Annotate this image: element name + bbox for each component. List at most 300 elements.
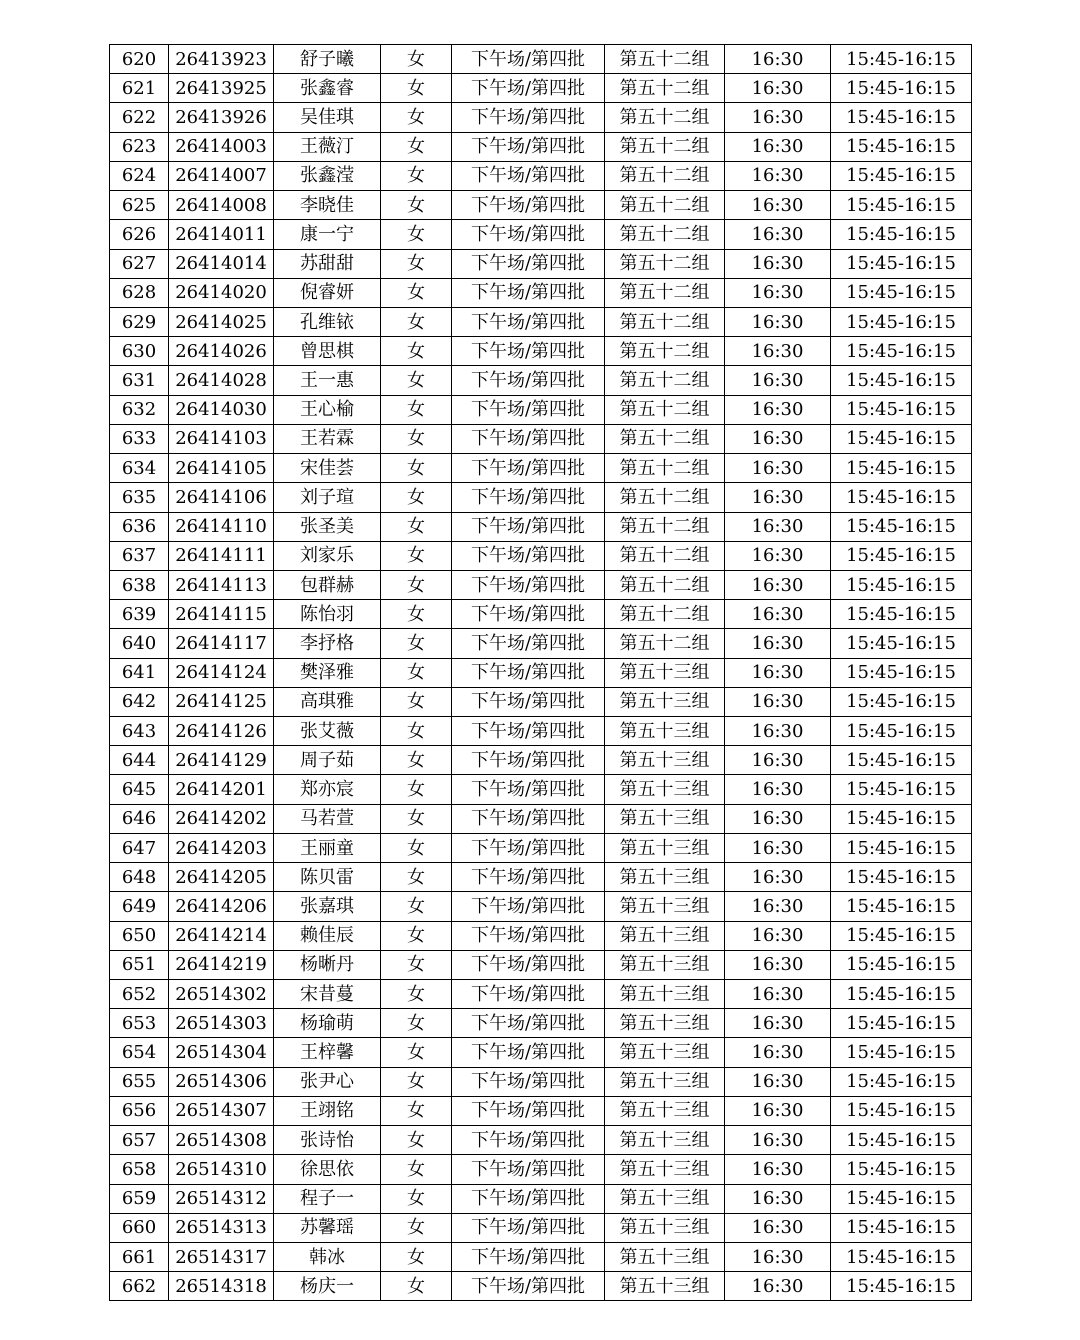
cell-session: 下午场/第四批	[452, 45, 605, 74]
cell-index: 627	[110, 249, 169, 278]
cell-wait-time: 15:45-16:15	[831, 541, 972, 570]
cell-session: 下午场/第四批	[452, 74, 605, 103]
cell-time: 16:30	[725, 775, 831, 804]
cell-gender: 女	[381, 1009, 452, 1038]
cell-gender: 女	[381, 629, 452, 658]
cell-gender: 女	[381, 220, 452, 249]
cell-exam-id: 26414126	[169, 717, 274, 746]
cell-name: 樊泽雅	[274, 658, 381, 687]
cell-exam-id: 26514303	[169, 1009, 274, 1038]
cell-time: 16:30	[725, 833, 831, 862]
cell-group: 第五十二组	[605, 600, 725, 629]
cell-time: 16:30	[725, 1096, 831, 1125]
cell-time: 16:30	[725, 161, 831, 190]
cell-group: 第五十三组	[605, 804, 725, 833]
cell-time: 16:30	[725, 1009, 831, 1038]
cell-session: 下午场/第四批	[452, 570, 605, 599]
cell-time: 16:30	[725, 74, 831, 103]
cell-group: 第五十二组	[605, 249, 725, 278]
cell-name: 陈贝雷	[274, 863, 381, 892]
cell-group: 第五十二组	[605, 132, 725, 161]
cell-session: 下午场/第四批	[452, 804, 605, 833]
cell-name: 张鑫滢	[274, 161, 381, 190]
cell-session: 下午场/第四批	[452, 1184, 605, 1213]
table-body	[110, 45, 972, 1301]
cell-group: 第五十三组	[605, 717, 725, 746]
cell-index: 657	[110, 1126, 169, 1155]
cell-session: 下午场/第四批	[452, 249, 605, 278]
cell-name: 孔维铱	[274, 307, 381, 336]
cell-time: 16:30	[725, 1184, 831, 1213]
cell-session: 下午场/第四批	[452, 424, 605, 453]
cell-session: 下午场/第四批	[452, 687, 605, 716]
cell-exam-id: 26414205	[169, 863, 274, 892]
cell-group: 第五十三组	[605, 950, 725, 979]
cell-name: 王丽童	[274, 833, 381, 862]
cell-exam-id: 26514307	[169, 1096, 274, 1125]
cell-gender: 女	[381, 980, 452, 1009]
cell-index: 650	[110, 921, 169, 950]
cell-session: 下午场/第四批	[452, 1213, 605, 1242]
cell-exam-id: 26414014	[169, 249, 274, 278]
cell-exam-id: 26414007	[169, 161, 274, 190]
cell-index: 661	[110, 1242, 169, 1271]
cell-group: 第五十二组	[605, 45, 725, 74]
cell-exam-id: 26414129	[169, 746, 274, 775]
cell-wait-time: 15:45-16:15	[831, 570, 972, 599]
cell-group: 第五十三组	[605, 1184, 725, 1213]
cell-time: 16:30	[725, 687, 831, 716]
cell-exam-id: 26414115	[169, 600, 274, 629]
cell-exam-id: 26414201	[169, 775, 274, 804]
cell-index: 639	[110, 600, 169, 629]
cell-time: 16:30	[725, 249, 831, 278]
cell-index: 621	[110, 74, 169, 103]
cell-time: 16:30	[725, 337, 831, 366]
cell-gender: 女	[381, 483, 452, 512]
cell-gender: 女	[381, 161, 452, 190]
cell-group: 第五十三组	[605, 1213, 725, 1242]
cell-index: 647	[110, 833, 169, 862]
cell-gender: 女	[381, 658, 452, 687]
cell-time: 16:30	[725, 191, 831, 220]
cell-index: 636	[110, 512, 169, 541]
table-row	[110, 74, 972, 103]
cell-gender: 女	[381, 746, 452, 775]
cell-group: 第五十二组	[605, 570, 725, 599]
cell-time: 16:30	[725, 541, 831, 570]
cell-gender: 女	[381, 921, 452, 950]
table-row	[110, 658, 972, 687]
cell-gender: 女	[381, 717, 452, 746]
cell-time: 16:30	[725, 366, 831, 395]
cell-group: 第五十三组	[605, 833, 725, 862]
cell-time: 16:30	[725, 307, 831, 336]
cell-session: 下午场/第四批	[452, 220, 605, 249]
cell-index: 629	[110, 307, 169, 336]
cell-name: 王一惠	[274, 366, 381, 395]
cell-session: 下午场/第四批	[452, 980, 605, 1009]
cell-name: 张诗怡	[274, 1126, 381, 1155]
cell-wait-time: 15:45-16:15	[831, 1184, 972, 1213]
cell-name: 杨晰丹	[274, 950, 381, 979]
table-row	[110, 833, 972, 862]
cell-exam-id: 26414111	[169, 541, 274, 570]
cell-wait-time: 15:45-16:15	[831, 629, 972, 658]
cell-session: 下午场/第四批	[452, 541, 605, 570]
cell-session: 下午场/第四批	[452, 454, 605, 483]
cell-time: 16:30	[725, 424, 831, 453]
cell-index: 654	[110, 1038, 169, 1067]
cell-wait-time: 15:45-16:15	[831, 892, 972, 921]
cell-exam-id: 26414025	[169, 307, 274, 336]
cell-exam-id: 26514313	[169, 1213, 274, 1242]
table-row	[110, 483, 972, 512]
table-row	[110, 366, 972, 395]
cell-session: 下午场/第四批	[452, 629, 605, 658]
cell-session: 下午场/第四批	[452, 746, 605, 775]
cell-group: 第五十二组	[605, 74, 725, 103]
cell-wait-time: 15:45-16:15	[831, 249, 972, 278]
cell-index: 644	[110, 746, 169, 775]
table-row	[110, 249, 972, 278]
cell-index: 656	[110, 1096, 169, 1125]
cell-gender: 女	[381, 1184, 452, 1213]
table-row	[110, 1009, 972, 1038]
cell-gender: 女	[381, 45, 452, 74]
cell-session: 下午场/第四批	[452, 863, 605, 892]
cell-group: 第五十三组	[605, 1096, 725, 1125]
cell-index: 637	[110, 541, 169, 570]
cell-gender: 女	[381, 512, 452, 541]
cell-name: 李抒格	[274, 629, 381, 658]
table-row	[110, 863, 972, 892]
cell-wait-time: 15:45-16:15	[831, 278, 972, 307]
cell-name: 苏甜甜	[274, 249, 381, 278]
cell-name: 倪睿妍	[274, 278, 381, 307]
cell-group: 第五十二组	[605, 483, 725, 512]
cell-exam-id: 26414219	[169, 950, 274, 979]
cell-index: 631	[110, 366, 169, 395]
cell-session: 下午场/第四批	[452, 1096, 605, 1125]
cell-gender: 女	[381, 191, 452, 220]
cell-index: 633	[110, 424, 169, 453]
cell-index: 635	[110, 483, 169, 512]
cell-exam-id: 26414106	[169, 483, 274, 512]
cell-name: 张尹心	[274, 1067, 381, 1096]
cell-wait-time: 15:45-16:15	[831, 512, 972, 541]
table-row	[110, 337, 972, 366]
cell-wait-time: 15:45-16:15	[831, 45, 972, 74]
cell-session: 下午场/第四批	[452, 717, 605, 746]
cell-name: 张圣美	[274, 512, 381, 541]
table-row	[110, 45, 972, 74]
cell-time: 16:30	[725, 921, 831, 950]
cell-wait-time: 15:45-16:15	[831, 1096, 972, 1125]
table-row	[110, 191, 972, 220]
cell-group: 第五十二组	[605, 278, 725, 307]
cell-index: 630	[110, 337, 169, 366]
cell-index: 620	[110, 45, 169, 74]
cell-name: 陈怡羽	[274, 600, 381, 629]
cell-index: 622	[110, 103, 169, 132]
cell-gender: 女	[381, 395, 452, 424]
cell-wait-time: 15:45-16:15	[831, 1126, 972, 1155]
cell-wait-time: 15:45-16:15	[831, 775, 972, 804]
table-row	[110, 775, 972, 804]
cell-group: 第五十三组	[605, 746, 725, 775]
cell-session: 下午场/第四批	[452, 1126, 605, 1155]
table-row	[110, 804, 972, 833]
cell-exam-id: 26414003	[169, 132, 274, 161]
cell-gender: 女	[381, 249, 452, 278]
cell-group: 第五十二组	[605, 395, 725, 424]
cell-gender: 女	[381, 454, 452, 483]
cell-wait-time: 15:45-16:15	[831, 717, 972, 746]
cell-wait-time: 15:45-16:15	[831, 833, 972, 862]
cell-time: 16:30	[725, 570, 831, 599]
cell-exam-id: 26414030	[169, 395, 274, 424]
cell-exam-id: 26514317	[169, 1242, 274, 1271]
cell-name: 王薇汀	[274, 132, 381, 161]
cell-time: 16:30	[725, 746, 831, 775]
table-row	[110, 921, 972, 950]
cell-gender: 女	[381, 337, 452, 366]
cell-group: 第五十二组	[605, 541, 725, 570]
cell-session: 下午场/第四批	[452, 103, 605, 132]
cell-time: 16:30	[725, 600, 831, 629]
cell-index: 653	[110, 1009, 169, 1038]
cell-exam-id: 26413925	[169, 74, 274, 103]
cell-time: 16:30	[725, 483, 831, 512]
cell-group: 第五十三组	[605, 1155, 725, 1184]
cell-exam-id: 26413926	[169, 103, 274, 132]
cell-exam-id: 26414202	[169, 804, 274, 833]
cell-name: 王若霖	[274, 424, 381, 453]
cell-wait-time: 15:45-16:15	[831, 454, 972, 483]
cell-gender: 女	[381, 950, 452, 979]
cell-time: 16:30	[725, 1038, 831, 1067]
table-row	[110, 278, 972, 307]
cell-time: 16:30	[725, 1272, 831, 1301]
cell-group: 第五十二组	[605, 307, 725, 336]
cell-exam-id: 26414008	[169, 191, 274, 220]
cell-exam-id: 26514304	[169, 1038, 274, 1067]
cell-group: 第五十三组	[605, 1272, 725, 1301]
cell-session: 下午场/第四批	[452, 366, 605, 395]
table-row	[110, 1096, 972, 1125]
cell-name: 韩冰	[274, 1242, 381, 1271]
cell-gender: 女	[381, 424, 452, 453]
cell-wait-time: 15:45-16:15	[831, 307, 972, 336]
cell-time: 16:30	[725, 1213, 831, 1242]
cell-group: 第五十二组	[605, 220, 725, 249]
table-row	[110, 132, 972, 161]
cell-gender: 女	[381, 863, 452, 892]
cell-exam-id: 26414011	[169, 220, 274, 249]
cell-group: 第五十三组	[605, 921, 725, 950]
cell-gender: 女	[381, 1096, 452, 1125]
cell-wait-time: 15:45-16:15	[831, 74, 972, 103]
cell-gender: 女	[381, 687, 452, 716]
cell-index: 658	[110, 1155, 169, 1184]
cell-name: 高琪雅	[274, 687, 381, 716]
table-row	[110, 1213, 972, 1242]
cell-group: 第五十三组	[605, 863, 725, 892]
cell-name: 宋昔蔓	[274, 980, 381, 1009]
cell-time: 16:30	[725, 1067, 831, 1096]
cell-wait-time: 15:45-16:15	[831, 1213, 972, 1242]
table-row	[110, 950, 972, 979]
cell-index: 660	[110, 1213, 169, 1242]
table-row	[110, 541, 972, 570]
cell-time: 16:30	[725, 454, 831, 483]
cell-gender: 女	[381, 804, 452, 833]
cell-exam-id: 26414020	[169, 278, 274, 307]
cell-gender: 女	[381, 1272, 452, 1301]
cell-wait-time: 15:45-16:15	[831, 395, 972, 424]
cell-exam-id: 26414125	[169, 687, 274, 716]
table-row	[110, 1184, 972, 1213]
cell-exam-id: 26414206	[169, 892, 274, 921]
cell-group: 第五十二组	[605, 161, 725, 190]
cell-exam-id: 26414103	[169, 424, 274, 453]
cell-group: 第五十三组	[605, 1242, 725, 1271]
cell-wait-time: 15:45-16:15	[831, 658, 972, 687]
cell-name: 王梓馨	[274, 1038, 381, 1067]
cell-gender: 女	[381, 775, 452, 804]
table-row	[110, 1272, 972, 1301]
cell-group: 第五十二组	[605, 103, 725, 132]
cell-exam-id: 26514308	[169, 1126, 274, 1155]
cell-time: 16:30	[725, 892, 831, 921]
cell-gender: 女	[381, 892, 452, 921]
cell-index: 649	[110, 892, 169, 921]
cell-wait-time: 15:45-16:15	[831, 980, 972, 1009]
cell-session: 下午场/第四批	[452, 1272, 605, 1301]
cell-exam-id: 26514310	[169, 1155, 274, 1184]
cell-time: 16:30	[725, 717, 831, 746]
cell-wait-time: 15:45-16:15	[831, 191, 972, 220]
cell-session: 下午场/第四批	[452, 191, 605, 220]
cell-time: 16:30	[725, 804, 831, 833]
cell-wait-time: 15:45-16:15	[831, 424, 972, 453]
cell-gender: 女	[381, 1213, 452, 1242]
cell-group: 第五十三组	[605, 687, 725, 716]
cell-wait-time: 15:45-16:15	[831, 1272, 972, 1301]
cell-session: 下午场/第四批	[452, 658, 605, 687]
cell-session: 下午场/第四批	[452, 775, 605, 804]
cell-name: 王心榆	[274, 395, 381, 424]
cell-name: 马若萱	[274, 804, 381, 833]
cell-index: 634	[110, 454, 169, 483]
cell-wait-time: 15:45-16:15	[831, 483, 972, 512]
cell-wait-time: 15:45-16:15	[831, 687, 972, 716]
cell-exam-id: 26414124	[169, 658, 274, 687]
cell-wait-time: 15:45-16:15	[831, 337, 972, 366]
table-row	[110, 980, 972, 1009]
cell-time: 16:30	[725, 629, 831, 658]
table-row	[110, 1038, 972, 1067]
cell-wait-time: 15:45-16:15	[831, 1009, 972, 1038]
cell-group: 第五十三组	[605, 1126, 725, 1155]
cell-time: 16:30	[725, 512, 831, 541]
cell-exam-id: 26414117	[169, 629, 274, 658]
cell-time: 16:30	[725, 103, 831, 132]
cell-index: 651	[110, 950, 169, 979]
cell-time: 16:30	[725, 863, 831, 892]
cell-group: 第五十三组	[605, 1038, 725, 1067]
cell-index: 655	[110, 1067, 169, 1096]
cell-wait-time: 15:45-16:15	[831, 132, 972, 161]
table-row	[110, 1242, 972, 1271]
table-row	[110, 220, 972, 249]
cell-session: 下午场/第四批	[452, 512, 605, 541]
cell-name: 舒子曦	[274, 45, 381, 74]
cell-index: 632	[110, 395, 169, 424]
cell-name: 宋佳荟	[274, 454, 381, 483]
cell-wait-time: 15:45-16:15	[831, 1242, 972, 1271]
cell-gender: 女	[381, 833, 452, 862]
cell-session: 下午场/第四批	[452, 483, 605, 512]
table-row	[110, 454, 972, 483]
cell-name: 康一宁	[274, 220, 381, 249]
cell-group: 第五十二组	[605, 337, 725, 366]
table-row	[110, 307, 972, 336]
cell-name: 刘家乐	[274, 541, 381, 570]
cell-index: 652	[110, 980, 169, 1009]
cell-time: 16:30	[725, 1242, 831, 1271]
cell-session: 下午场/第四批	[452, 307, 605, 336]
cell-gender: 女	[381, 570, 452, 599]
cell-index: 643	[110, 717, 169, 746]
cell-gender: 女	[381, 1038, 452, 1067]
cell-index: 640	[110, 629, 169, 658]
table-row	[110, 892, 972, 921]
cell-name: 徐思依	[274, 1155, 381, 1184]
cell-group: 第五十二组	[605, 629, 725, 658]
cell-session: 下午场/第四批	[452, 337, 605, 366]
cell-time: 16:30	[725, 220, 831, 249]
cell-exam-id: 26514302	[169, 980, 274, 1009]
table-row	[110, 424, 972, 453]
table-row	[110, 1155, 972, 1184]
cell-name: 赖佳辰	[274, 921, 381, 950]
cell-exam-id: 26514306	[169, 1067, 274, 1096]
cell-name: 程子一	[274, 1184, 381, 1213]
cell-session: 下午场/第四批	[452, 395, 605, 424]
cell-index: 648	[110, 863, 169, 892]
cell-gender: 女	[381, 307, 452, 336]
cell-index: 641	[110, 658, 169, 687]
cell-index: 646	[110, 804, 169, 833]
cell-gender: 女	[381, 1067, 452, 1096]
cell-exam-id: 26414203	[169, 833, 274, 862]
cell-time: 16:30	[725, 1126, 831, 1155]
cell-gender: 女	[381, 366, 452, 395]
table-row	[110, 512, 972, 541]
cell-name: 苏馨瑶	[274, 1213, 381, 1242]
cell-time: 16:30	[725, 278, 831, 307]
cell-group: 第五十二组	[605, 191, 725, 220]
cell-group: 第五十三组	[605, 658, 725, 687]
cell-wait-time: 15:45-16:15	[831, 220, 972, 249]
cell-group: 第五十二组	[605, 512, 725, 541]
cell-index: 662	[110, 1272, 169, 1301]
cell-name: 周子茹	[274, 746, 381, 775]
cell-session: 下午场/第四批	[452, 892, 605, 921]
cell-exam-id: 26414028	[169, 366, 274, 395]
